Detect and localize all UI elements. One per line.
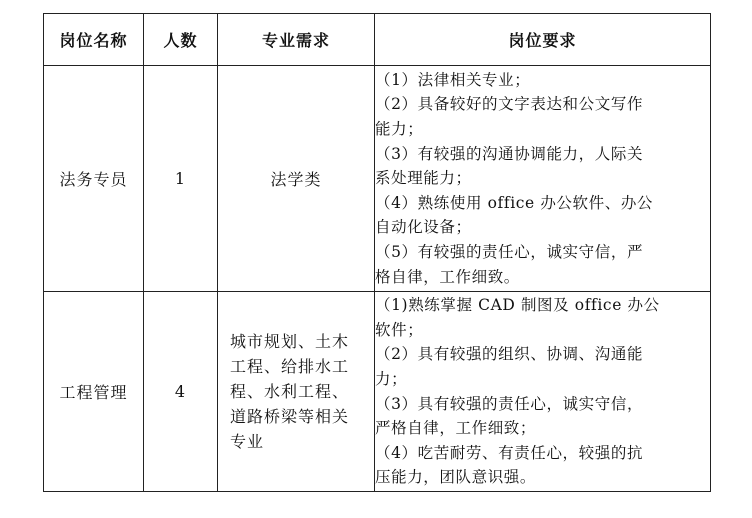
requirement-line: 系处理能力； bbox=[375, 169, 472, 188]
requirement-line: （5）有较强的责任心，诚实守信，严 bbox=[375, 242, 644, 261]
requirements-cell bbox=[375, 292, 711, 492]
position-cell: 工程管理 bbox=[44, 292, 144, 492]
requirement-line: （3）有较强的沟通协调能力，人际关 bbox=[375, 144, 644, 163]
major-line: 法学类 bbox=[270, 170, 322, 189]
major-line: 道路桥梁等相关 bbox=[230, 407, 350, 426]
major-line: 工程、给排水工 bbox=[230, 357, 350, 376]
major-line: 程、水利工程、 bbox=[230, 382, 350, 401]
count-cell: 1 bbox=[144, 66, 218, 292]
requirement-line: 能力； bbox=[375, 120, 424, 139]
major-line: 专业 bbox=[230, 432, 265, 451]
requirement-line: （2）具有较强的组织、协调、沟通能 bbox=[375, 345, 644, 364]
count-cell: 4 bbox=[144, 292, 218, 492]
requirement-line: （2）具备较好的文字表达和公文写作 bbox=[375, 95, 644, 114]
requirement-line: 软件； bbox=[375, 320, 424, 339]
requirements-cell bbox=[375, 66, 711, 292]
requirement-line: 力； bbox=[375, 369, 408, 388]
header-count: 人数 bbox=[144, 14, 218, 66]
requirement-line: （4）吃苦耐劳、有责任心，较强的抗 bbox=[375, 443, 644, 462]
major-line: 城市规划、土木 bbox=[230, 332, 350, 351]
table-row bbox=[44, 66, 711, 292]
requirement-line: （3）具有较强的责任心，诚实守信， bbox=[375, 394, 644, 413]
position-cell: 法务专员 bbox=[44, 66, 144, 292]
table-header-row bbox=[44, 14, 711, 66]
major-cell bbox=[218, 66, 375, 292]
requirement-line: （4）熟练使用 office 办公软件、办公 bbox=[375, 193, 654, 212]
requirement-line: 格自律，工作细致。 bbox=[375, 267, 520, 286]
requirement-line: （1）法律相关专业； bbox=[375, 70, 531, 89]
job-requirements-table bbox=[43, 13, 711, 492]
header-position: 岗位名称 bbox=[44, 14, 144, 66]
major-cell bbox=[218, 292, 375, 492]
table-row bbox=[44, 292, 711, 492]
requirement-line: 压能力，团队意识强。 bbox=[375, 468, 537, 487]
header-major: 专业需求 bbox=[218, 14, 375, 66]
requirement-line: （1)熟练掌握 CAD 制图及 office 办公 bbox=[375, 296, 660, 315]
header-requirements: 岗位要求 bbox=[375, 14, 711, 66]
requirement-line: 自动化设备； bbox=[375, 218, 472, 237]
requirement-line: 严格自律，工作细致； bbox=[375, 419, 537, 438]
